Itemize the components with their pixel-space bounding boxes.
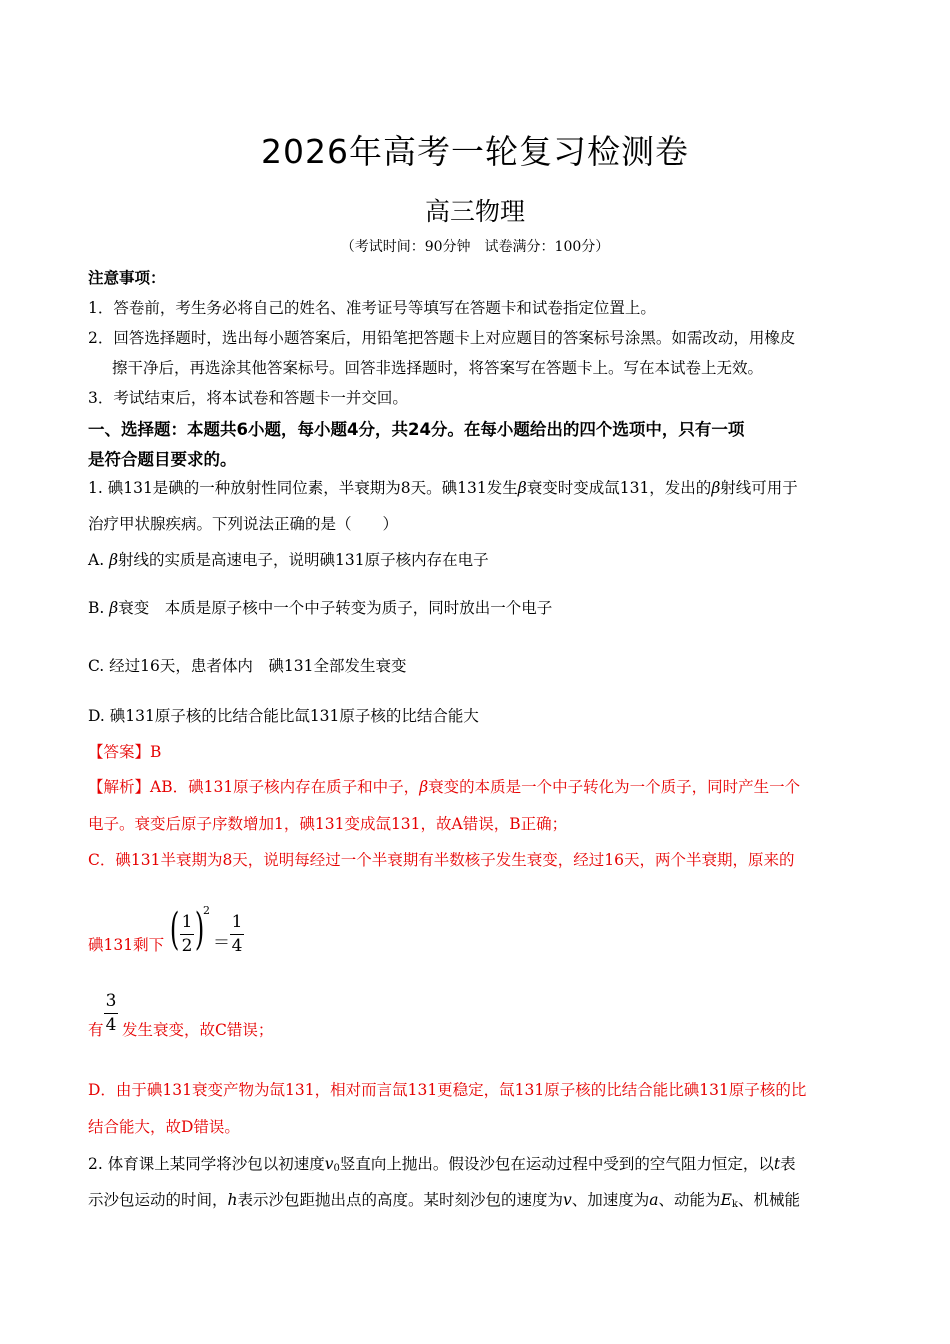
- option-label: A.: [88, 551, 110, 569]
- q1-analysis-line4-prefix: 碘131剩下: [88, 936, 165, 954]
- exam-subtitle: 高三物理: [424, 197, 525, 226]
- q1-analysis-line6: D．由于碘131衰变产物为氙131，相对而言氙131更稳定，氙131原子核的比结合能比碘131原子核的比: [88, 1081, 807, 1099]
- q1-analysis-line5-suffix: 发生衰变，故C错误；: [122, 1021, 274, 1039]
- fraction-bar: [104, 1013, 118, 1014]
- exam-info: （考试时间：90分钟 试卷满分：100分）: [340, 239, 610, 255]
- notice-item-2: 2．回答选择题时，选出每小题答案后，用铅笔把答题卡上对应题目的答案标号涂黑。如需改动，用橡皮: [88, 329, 796, 347]
- q1-stem-line1: [88, 476, 798, 498]
- beta-symbol: β: [109, 551, 119, 569]
- q1-answer: 【答案】B: [88, 743, 162, 761]
- q2-stem-line1: [88, 1152, 796, 1174]
- q1-analysis-line2: 电子。衰变后原子序数增加1，碘131变成氙131，故A错误，B正确；: [88, 815, 568, 833]
- q1-option-d: D. 碘131原子核的比结合能比氙131原子核的比结合能大: [88, 707, 479, 725]
- exam-title: 2026年高考一轮复习检测卷: [261, 132, 689, 171]
- q2-text: 表示沙包距抛出点的高度。某时刻沙包的速度为: [237, 1191, 564, 1209]
- variable-t: t: [773, 1155, 781, 1173]
- q2-text: 、加速度为: [571, 1191, 650, 1209]
- q2-text: 、机械能: [737, 1191, 800, 1209]
- option-text: 射线的实质是高速电子，说明碘131原子核内存在电子: [118, 551, 489, 569]
- fraction-numerator: 1: [231, 912, 243, 932]
- q1-option-b: [88, 596, 552, 618]
- section-heading-1: 一、选择题：本题共6小题，每小题4分，共24分。在每小题给出的四个选项中，只有一项: [88, 420, 745, 439]
- q1-analysis-line5-prefix: 有: [88, 1021, 104, 1039]
- fraction-denominator: 4: [105, 1015, 117, 1035]
- exponent: 2: [203, 904, 210, 917]
- q1-analysis-line7: 结合能大，故D错误。: [88, 1118, 240, 1136]
- beta-symbol: β: [517, 479, 527, 497]
- variable-ek: E: [720, 1191, 732, 1209]
- subscript: 0: [333, 1163, 340, 1174]
- equals-sign: ＝: [213, 933, 230, 953]
- beta-symbol: β: [109, 599, 119, 617]
- fraction-bar: [230, 934, 244, 935]
- q2-text: 表: [780, 1155, 796, 1173]
- q1-stem-b: 衰变时变成氙131，发出的: [526, 479, 712, 497]
- fraction-one-half: [180, 914, 194, 955]
- beta-symbol: β: [711, 479, 721, 497]
- fraction-numerator: 3: [105, 991, 117, 1011]
- q2-text: 、动能为: [658, 1191, 721, 1209]
- notice-item-1: 1．答卷前，考生务必将自己的姓名、准考证号等填写在答题卡和试卷指定位置上。: [88, 299, 656, 317]
- variable-h: h: [227, 1191, 238, 1209]
- q1-analysis-line1: [88, 775, 800, 797]
- q1-stem-a: 1. 碘131是碘的一种放射性同位素，半衰期为8天。碘131发生: [88, 479, 518, 497]
- option-label: B.: [88, 599, 110, 617]
- fraction-bar: [180, 934, 194, 935]
- notice-heading: 注意事项：: [88, 269, 166, 287]
- fraction-one-quarter: [230, 914, 244, 955]
- subscript: k: [731, 1199, 738, 1210]
- q2-text: 竖直向上抛出。假设沙包在运动过程中受到的空气阻力恒定，以: [339, 1155, 774, 1173]
- fraction-denominator: 2: [181, 936, 193, 956]
- beta-symbol: β: [419, 778, 429, 796]
- fraction-three-quarters: [104, 993, 118, 1034]
- option-text: 衰变 本质是原子核中一个中子转变为质子，同时放出一个电子: [118, 599, 553, 617]
- q2-text: 2. 体育课上某同学将沙包以初速度: [88, 1155, 325, 1173]
- fraction-denominator: 4: [231, 936, 243, 956]
- variable-v: v: [563, 1191, 572, 1209]
- q2-text: 示沙包运动的时间，: [88, 1191, 228, 1209]
- left-paren: (: [169, 904, 180, 955]
- section-heading-2: 是符合题目要求的。: [88, 450, 237, 469]
- notice-item-3: 3．考试结束后，将本试卷和答题卡一并交回。: [88, 389, 408, 407]
- q1-option-c: C. 经过16天，患者体内 碘131全部发生衰变: [88, 657, 407, 675]
- variable-a: a: [649, 1191, 659, 1209]
- variable-v0: v: [324, 1155, 334, 1173]
- q1-option-a: [88, 548, 489, 570]
- analysis-text: AB．碘131原子核内存在质子和中子，: [150, 778, 420, 796]
- q1-analysis-line3: C．碘131半衰期为8天，说明每经过一个半衰期有半数核子发生衰变，经过16天，两个半衰期，原来的: [88, 851, 795, 869]
- analysis-text: 衰变的本质是一个中子转化为一个质子，同时产生一个: [428, 778, 801, 796]
- q1-stem-line2: 治疗甲状腺疾病。下列说法正确的是（ ）: [88, 515, 399, 533]
- q1-stem-c: 射线可用于: [720, 479, 798, 497]
- q2-stem-line2: [88, 1188, 800, 1210]
- notice-item-2-cont: 擦干净后，再选涂其他答案标号。回答非选择题时，将答案写在答题卡上。写在本试卷上无效。: [112, 359, 764, 377]
- right-paren: ): [194, 904, 205, 955]
- fraction-numerator: 1: [181, 912, 193, 932]
- analysis-tag: 【解析】: [88, 778, 151, 796]
